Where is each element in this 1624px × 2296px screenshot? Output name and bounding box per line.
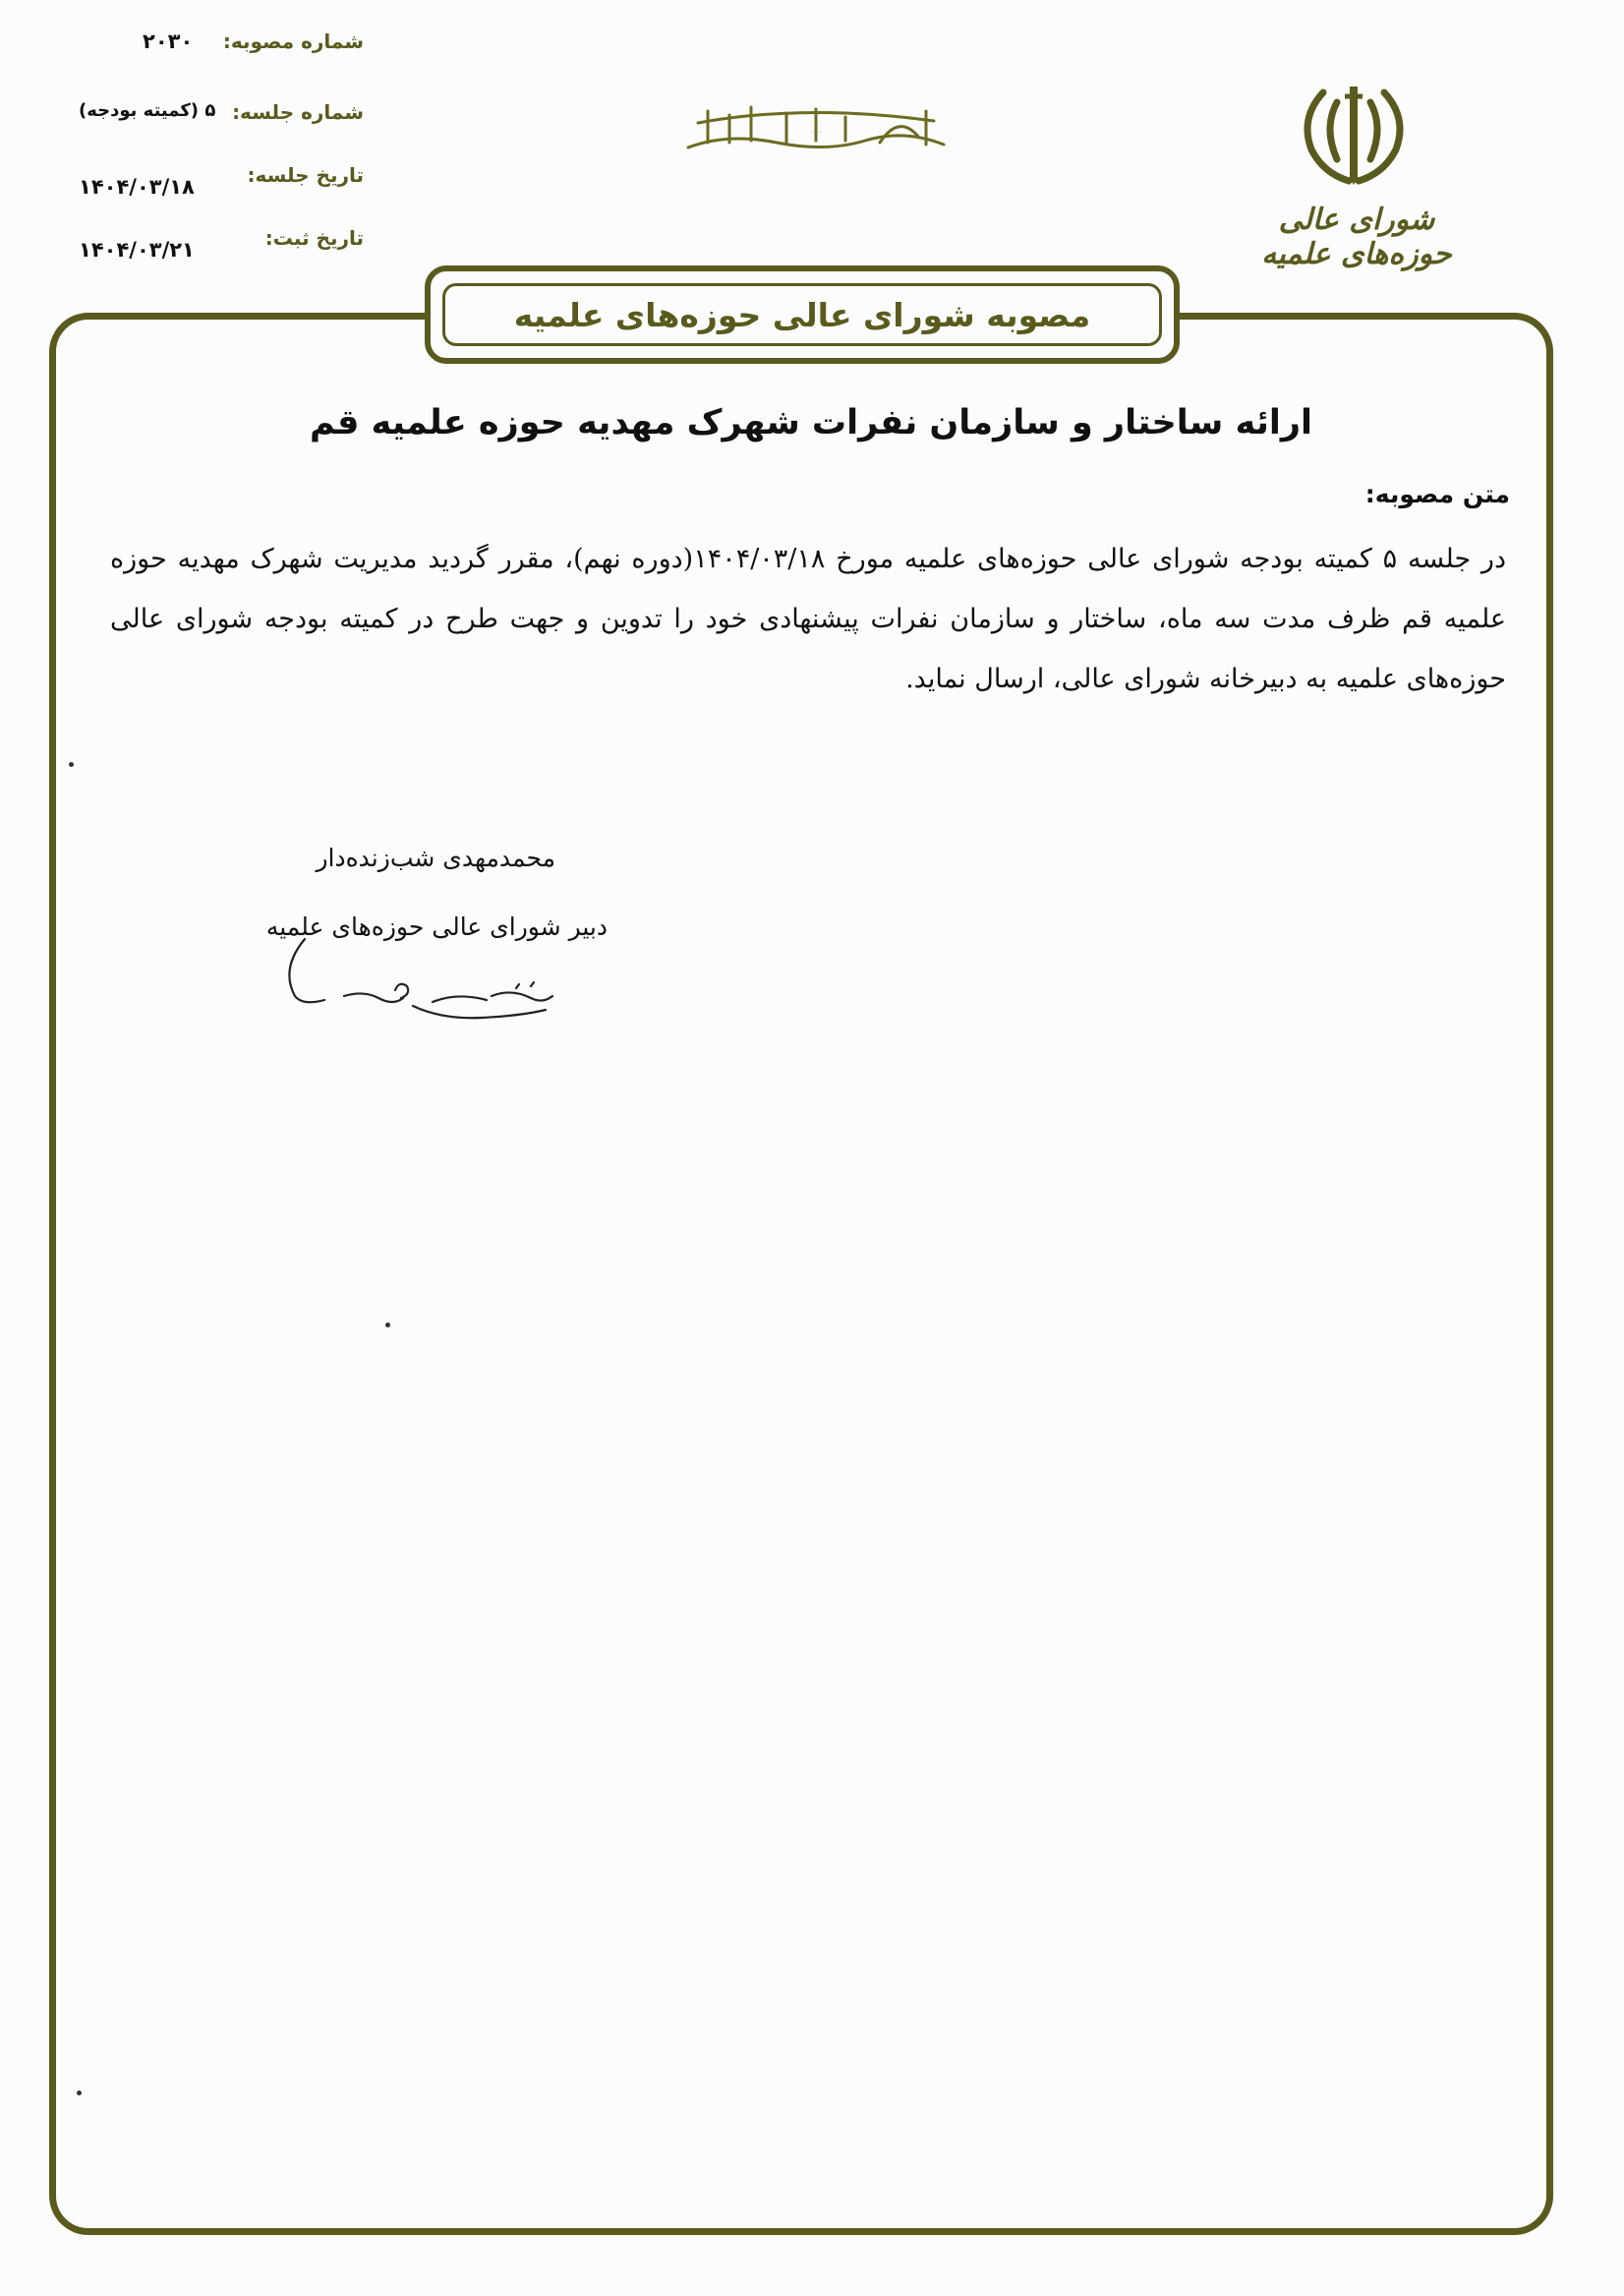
header-inner-border [442, 283, 1162, 346]
session-number-row [69, 100, 364, 124]
session-number-label: شماره جلسه: [232, 100, 364, 124]
registration-date-value: ۱۴۰۴/۰۳/۲۱ [79, 238, 195, 262]
bismillah-calligraphy [668, 93, 963, 162]
emblem-icon [1294, 79, 1414, 189]
document-title: ارائه ساختار و سازمان نفرات شهرک مهدیه حوزه علمیه قم [310, 403, 1312, 442]
signer-name: محمدمهدی شب‌زنده‌دار [316, 844, 555, 872]
scan-speck [385, 1323, 390, 1327]
registration-date-label: تاریخ ثبت: [264, 226, 364, 250]
signer-title: دبیر شورای عالی حوزه‌های علمیه [265, 913, 608, 941]
session-date-row [75, 163, 364, 199]
session-number-value: ۵ (کمیته بودجه) [79, 100, 216, 121]
svg-text:بسم الله الرحمن الرحیم: بسم الله الرحمن الرحیم [810, 133, 822, 134]
resolution-body-text: در جلسه ۵ کمیته بودجه شورای عالی حوزه‌های علمیه مورخ ۱۴۰۴/۰۳/۱۸(دوره نهم)، مقرر گردید مدیریت شهرک مهدیه حوزه علمیه قم ظرف مدت سه ماه، ساختار و سازمان نفرات پیشنهادی خود را تدوین و جهت طرح در کمیته بودجه شورای عالی حوزه‌های علمیه به دبیرخانه شورای عالی، ارسال نماید. [110, 544, 1506, 694]
session-date-value: ۱۴۰۴/۰۳/۱۸ [79, 175, 195, 199]
registration-date-row [75, 226, 364, 262]
signature-icon [285, 919, 580, 1057]
header-title: مصوبه شورای عالی حوزه‌های علمیه [513, 295, 1091, 334]
council-name: شورای عالی حوزه‌های علمیه [1261, 203, 1452, 271]
scan-speck [69, 762, 74, 767]
session-date-label: تاریخ جلسه: [247, 163, 364, 187]
scan-speck [77, 2090, 82, 2095]
resolution-text-label: متن مصوبه: [1364, 480, 1510, 508]
resolution-number-row [79, 29, 364, 53]
resolution-number-label: شماره مصوبه: [222, 29, 364, 53]
header-box [425, 265, 1180, 364]
resolution-number-value: ۲۰۳۰ [143, 29, 194, 53]
